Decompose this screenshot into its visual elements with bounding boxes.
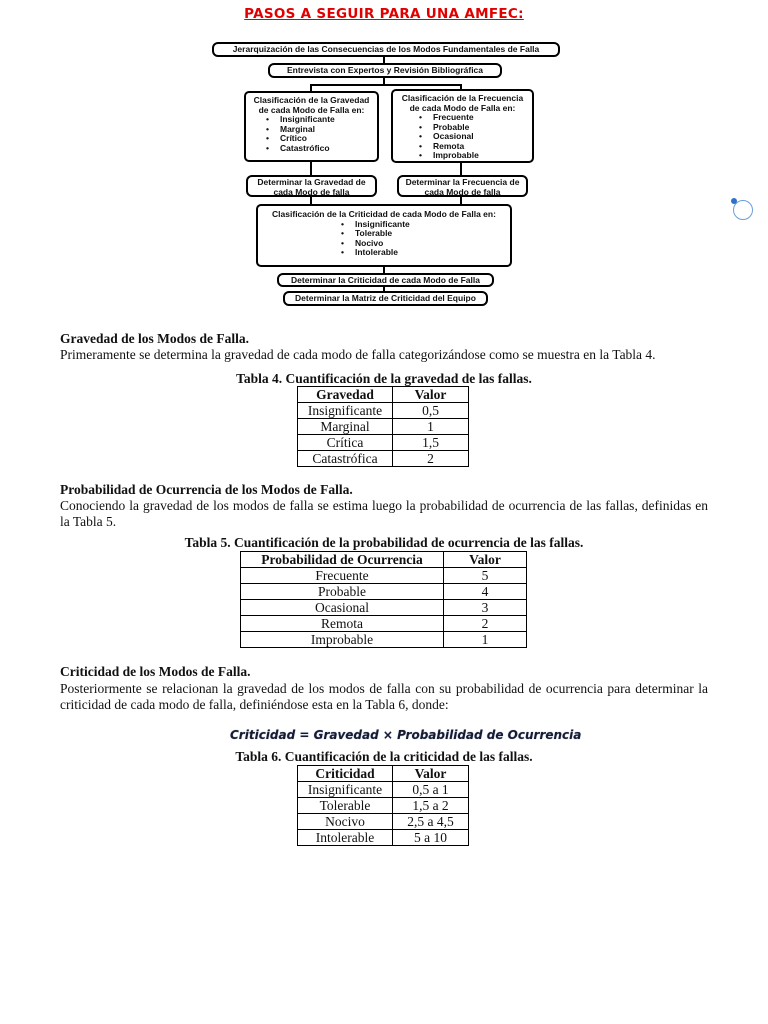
- table-row: [241, 616, 527, 632]
- table-header-row: [241, 552, 527, 568]
- flow-step-entrevista: Entrevista con Expertos y Revisión Bibliográfica: [268, 63, 502, 78]
- table-cell: 0,5 a 1: [393, 782, 469, 798]
- table-cell: 1: [393, 419, 469, 435]
- table-row: [298, 451, 469, 467]
- table-cell: 1,5 a 2: [393, 798, 469, 814]
- connector: [310, 84, 462, 86]
- flow-criticidad-box: [256, 204, 512, 267]
- table5-caption: Tabla 5. Cuantificación de la probabilidad de ocurrencia de las fallas.: [184, 535, 584, 550]
- criticidad-formula: Criticidad = Gravedad × Probabilidad de Ocurrencia: [230, 728, 582, 742]
- table6-caption: Tabla 6. Cuantificación de la criticidad de las fallas.: [235, 749, 533, 764]
- flow-step-det-criticidad: Determinar la Criticidad de cada Modo de Falla: [277, 273, 494, 287]
- connector: [310, 196, 312, 204]
- list-item: • Remota: [433, 142, 532, 152]
- connector: [460, 196, 462, 204]
- table-cell: Nocivo: [298, 814, 393, 830]
- list-item: • Tolerable: [355, 229, 510, 239]
- page-title: PASOS A SEGUIR PARA UNA AMFEC:: [244, 6, 524, 22]
- table-header-row: [298, 387, 469, 403]
- table-cell: 1: [444, 632, 527, 648]
- list-item: • Ocasional: [433, 132, 532, 142]
- flow-frecuencia-list: [393, 113, 532, 161]
- table-cell: Insignificante: [298, 403, 393, 419]
- table-cell: Insignificante: [298, 782, 393, 798]
- list-item: • Marginal: [280, 125, 377, 135]
- table-row: [298, 419, 469, 435]
- flow-gravedad-box: [244, 91, 379, 162]
- flow-step-det-matriz: Determinar la Matriz de Criticidad del Equipo: [283, 291, 488, 306]
- flow-criticidad-heading: Clasificación de la Criticidad de cada Modo de Falla en:: [272, 209, 496, 219]
- table-cell: 2: [444, 616, 527, 632]
- table-cell: 3: [444, 600, 527, 616]
- flow-frecuencia-box: [391, 89, 534, 163]
- table-row: [298, 814, 469, 830]
- table6: [297, 765, 469, 846]
- table-cell: 5: [444, 568, 527, 584]
- table-cell: Catastrófica: [298, 451, 393, 467]
- table-cell: 2,5 a 4,5: [393, 814, 469, 830]
- list-item: • Insignificante: [355, 220, 510, 230]
- table-cell: 5 a 10: [393, 830, 469, 846]
- connector: [310, 160, 312, 176]
- table-cell: 4: [444, 584, 527, 600]
- table-header: Valor: [393, 387, 469, 403]
- list-item: • Catastrófico: [280, 144, 377, 154]
- table-cell: Probable: [241, 584, 444, 600]
- table-cell: Tolerable: [298, 798, 393, 814]
- flow-gravedad-list: [246, 115, 377, 153]
- table5: [240, 551, 527, 648]
- section-text-probabilidad: Conociendo la gravedad de los modos de falla se estima luego la probabilidad de ocurrencia de las fallas, definidas en la Tabla 5.: [60, 498, 708, 529]
- table-cell: Frecuente: [241, 568, 444, 584]
- table-row: [298, 782, 469, 798]
- table-header: Probabilidad de Ocurrencia: [241, 552, 444, 568]
- flow-frecuencia-heading: Clasificación de la Frecuencia de cada Modo de Falla en:: [401, 93, 524, 113]
- table-row: [241, 584, 527, 600]
- flow-step-det-gravedad: Determinar la Gravedad de cada Modo de falla: [246, 175, 377, 197]
- table4: [297, 386, 469, 467]
- flow-step-jerarquizacion: Jerarquización de las Consecuencias de los Modos Fundamentales de Falla: [212, 42, 560, 57]
- table-header-row: [298, 766, 469, 782]
- table4-caption: Tabla 4. Cuantificación de la gravedad de las fallas.: [236, 371, 532, 386]
- section-heading-criticidad: Criticidad de los Modos de Falla.: [60, 664, 251, 679]
- list-item: • Probable: [433, 123, 532, 133]
- list-item: • Insignificante: [280, 115, 377, 125]
- table-row: [298, 830, 469, 846]
- list-item: • Crítico: [280, 134, 377, 144]
- table-row: [241, 568, 527, 584]
- loading-spinner-icon: [733, 200, 753, 220]
- table-header: Valor: [393, 766, 469, 782]
- table-row: [298, 403, 469, 419]
- list-item: • Improbable: [433, 151, 532, 161]
- section-text-criticidad: Posteriormente se relacionan la gravedad de los modos de falla con su probabilidad de ocurrencia para determinar la criticidad de cada modo de falla, definiéndose esta en la Tabla 6, donde:: [60, 681, 708, 712]
- table-cell: Improbable: [241, 632, 444, 648]
- table-cell: Marginal: [298, 419, 393, 435]
- connector: [460, 162, 462, 176]
- section-heading-gravedad: Gravedad de los Modos de Falla.: [60, 331, 250, 346]
- flow-step-det-frecuencia: Determinar la Frecuencia de cada Modo de falla: [397, 175, 528, 197]
- table-row: [241, 632, 527, 648]
- list-item: • Intolerable: [355, 248, 510, 258]
- flow-gravedad-heading: Clasificación de la Gravedad de cada Modo de Falla en:: [253, 95, 370, 115]
- table-header: Criticidad: [298, 766, 393, 782]
- table-header: Valor: [444, 552, 527, 568]
- table-row: [298, 798, 469, 814]
- table-header: Gravedad: [298, 387, 393, 403]
- list-item: • Frecuente: [433, 113, 532, 123]
- table-cell: Ocasional: [241, 600, 444, 616]
- section-text-gravedad: Primeramente se determina la gravedad de cada modo de falla categorizándose como se muestra en la Tabla 4.: [60, 347, 656, 362]
- table-row: [298, 435, 469, 451]
- table-cell: Crítica: [298, 435, 393, 451]
- table-cell: Remota: [241, 616, 444, 632]
- flow-criticidad-list: [258, 220, 510, 258]
- table-cell: Intolerable: [298, 830, 393, 846]
- list-item: • Nocivo: [355, 239, 510, 249]
- table-cell: 1,5: [393, 435, 469, 451]
- table-row: [241, 600, 527, 616]
- table-cell: 0,5: [393, 403, 469, 419]
- table-cell: 2: [393, 451, 469, 467]
- section-heading-probabilidad: Probabilidad de Ocurrencia de los Modos de Falla.: [60, 482, 353, 497]
